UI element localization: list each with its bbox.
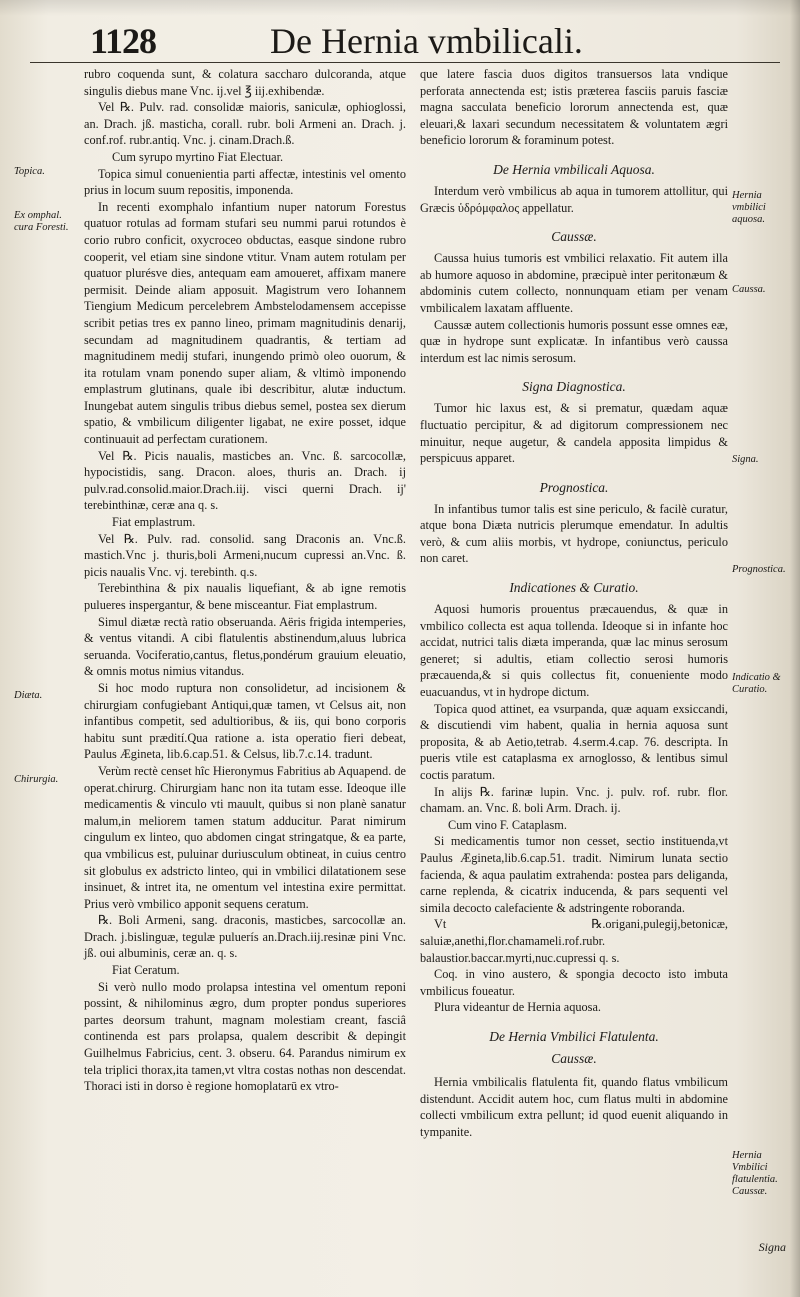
paragraph: Cum syrupo myrtino Fiat Electuar.: [112, 149, 284, 164]
paragraph: Vel ℞. Pulv. rad. consolidæ maioris, saniculæ, ophioglossi, an. Drach. jß. masticha, corall. rubr. boli Armeni an. Drach. j. conf.rof. rubr.antiq. Vnc. j. cinam.Drach.ß.: [84, 100, 406, 148]
paragraph: Hernia vmbilicalis flatulenta fit, quando flatus vmbilicum distendunt. Accidit autem hoc, cum flatus multi in abdomine collecti vmbilicum extra pellunt; id quod euenit aliquando in tympanite.: [420, 1074, 728, 1139]
section-heading: Indicationes & Curatio.: [509, 580, 639, 596]
paragraph: Aquosi humoris prouentus præcauendus, & quæ in vmbilico collecta est aqua tollenda. Ideoque si in infante hoc accidat, nutrici talis diæta imperanda, quæ lac minus serosum generet; si adultis, etiam collectio serosi humoris præcauenda,& si quis collectus fit, conueniente modo euacuandus, vt in hydrope dictum.: [420, 602, 728, 700]
paragraph: Vel ℞. Pulv. rad. consolid. sang Draconis an. Vnc.ß. mastich.Vnc j. thuris,boli Armeni,nucum cupressi an.Vnc. ß. picis naualis Vnc. vj. terebinth. q.s.: [84, 531, 406, 579]
left-text-column: [84, 66, 406, 1095]
paragraph: Plura videantur de Hernia aquosa.: [434, 1000, 601, 1015]
paragraph: Si medicamentis tumor non cesset, sectio instituenda,vt Paulus Ægineta,lib.6.cap.51. tradit. Nimirum lunata sectio facienda, & aqua paulatim extrahenda: postea pars deliganda, carne replenda, & cicatrix inducenda, & pars sequenti vel simila decocto calefaciente & adstringente roboranda.: [420, 834, 728, 915]
paragraph: In alijs ℞. farinæ lupin. Vnc. j. pulv. rof. rubr. flor. chamam. an. Vnc. ß. boli Arm. Drach. ij.: [420, 784, 728, 816]
paragraph: Si hoc modo ruptura non consolidetur, ad incisionem & chirurgiam confugiebant Antiqui,quæ tamen, vt Celsus ait, non infantibus competit, sed adultioribus, & iis, qui bono corporis habitu sunt prædití.Qua ratione a. ista operatio fieri debeat, Paulus Ægineta, lib.6.cap.51. & Celsus, lib.7.c.14. tradunt.: [84, 680, 406, 762]
page-edge-shadow: [790, 0, 800, 1297]
paragraph: Verùm rectè censet hîc Hieronymus Fabritius ab Aquapend. de operat.chirurg. Chirurgiam hanc non ita tutam esse. Ideoque ille medicamentis & vinculo vti mauult, quibus si non planè sanatur malum,in meliorem tamen statum adducitur. Parat nimirum cingulum ex linteo, quo abdomen cingat stringatque, & ea parte, qua vmbilicus est, puluinar duriusculum obtineat, in cuius centro sit globulus ex adstricto linteo, qui in vmbilici dilatationem sese insinuet, & intret ita, ne omentum vel intestina exire permittat. Prius verò vmbilico apponit sequens ceratum.: [84, 763, 406, 911]
margin-note-flatulenta: Hernia Vmbilici flatulentia. Caussæ.: [732, 1150, 778, 1197]
running-head: De Hernia vmbilicali.: [270, 21, 583, 61]
section-heading: Prognostica.: [539, 479, 609, 495]
margin-note-indicatio: Indicatio & Curatio.: [732, 672, 781, 695]
margin-note-hernia-aquosa: Hernia vmbilici aquosa.: [732, 190, 766, 225]
header-rule: [30, 62, 780, 63]
page-number: 1128: [90, 21, 157, 61]
margin-note-signa: Signa.: [732, 454, 759, 465]
paragraph: que latere fascia duos digitos transuersos lata vndique perforata annectenda est; istis præterea fasciis paruis fasciæ magna sacculata beneficio lororum annectenda est, quæ eleuari,& laxari secundum necessitatem & voluntatem ægri beneficio lororum & foraminum potest.: [420, 67, 728, 148]
section-heading: De Hernia Vmbilici Flatulenta.: [489, 1028, 659, 1044]
margin-note-chirurgia: Chirurgia.: [14, 774, 59, 785]
section-heading: De Hernia vmbilicali Aquosa.: [493, 161, 655, 177]
paragraph: Fiat emplastrum.: [112, 515, 196, 530]
paragraph: Vt ℞.origani,pulegij,betonicæ, saluiæ,anethi,flor.chamameli.rof.rubr. balaustior.baccar.myrti,nuc.cupressi q. s.: [420, 917, 728, 965]
right-text-column: [420, 66, 728, 1140]
paragraph: Fiat Ceratum.: [112, 963, 180, 978]
paragraph: In infantibus tumor talis est sine periculo, & facilè curatur, atque bona Diæta nutricis plerumque emendatur. In adultis verò, & cum aliis morbis, vt hydrope, coniunctus, periculo non caret.: [420, 501, 728, 566]
paragraph: Interdum verò vmbilicus ab aqua in tumorem attollitur, qui Græcis ὑδρόμφαλος appellatur.: [420, 183, 728, 215]
margin-note-prognostica: Prognostica.: [732, 564, 786, 575]
section-subheading: Caussæ.: [551, 1050, 597, 1066]
page-header: [30, 12, 780, 60]
column-gutter: [408, 66, 409, 1246]
margin-note-topica: Topica.: [14, 166, 45, 177]
paragraph: In recenti exomphalo infantium nuper natorum Forestus quatuor rotulas ad formam stufari seu nummi parui rotundos è corio rubro conficit, oxycroceo obductas, easque sindone rubro cooperit, vel etiam sine sindone vtitur. Vnam autem rotulam per quatuor plurésve dies, antequam eam amoueret, affixam manere permisit. Deinde aliam apposuit. Magistrum vero Iohannem Tiengium Medicum percelebrem Ambstelodamensem accepisse scribit petias tres ex panno lineo, primam magnitudinis denarij, secundam ad magnitudinem quadrantis, & tertiam ad magnitudinem medij stufari, inungendo primò oleo ouorum, & ita rotulam vnam ponendo super aliam, & vltimò imponendo emplastrum glutinans, quale ibi describitur, alutæ inductum. Inungebat autem singulis tribus diebus semel, postea sex dierum spatio, & vmbilicum diligenter ligabat, ne exire posset, idque continuauit ad perfectam curationem.: [84, 199, 406, 447]
paragraph: ℞. Boli Armeni, sang. draconis, masticbes, sarcocollæ an. Drach. j.bislinguæ, tegulæ puluerís an.Drach.iij.resinæ pini Vnc. jß. oui albuminis, ceræ an. q. s.: [84, 913, 406, 961]
paragraph: Coq. in vino austero, & spongia decocto isto imbuta vmbilicus foueatur.: [420, 967, 728, 998]
paragraph: Caussa huius tumoris est vmbilici relaxatio. Fit autem illa ab humore aquoso in abdomine, præcipuè inter peritonæum & abdominis cutem collecto, nonnunquam etiam per venam vmbilicalem laxatam affluente.: [420, 251, 728, 315]
catchword: Signa: [758, 1240, 786, 1254]
paragraph: Tumor hic laxus est, & si prematur, quædam aquæ fluctuatio percipitur, & ad digitorum compressionem nec minuitur, neque augetur, & candela apposita limpidus & perspicuus apparet.: [420, 401, 728, 466]
margin-note-diaeta: Diæta.: [14, 690, 43, 701]
paragraph: Topica simul conuenientia parti affectæ, intestinis vel omento prius in locum suum repositis, imponenda.: [84, 166, 406, 198]
paragraph: Caussæ autem collectionis humoris possunt esse omnes eæ, quæ in hydrope sunt explicatæ. In infantibus verò caussa interdum est lac nimis serosum.: [420, 317, 728, 365]
paragraph: Cum vino F. Cataplasm.: [448, 817, 567, 832]
paragraph: Vel ℞. Picis naualis, masticbes an. Vnc. ß. sarcocollæ, hypocistidis, sang. Dracon. aloes, thuris an. Drach. ij pulv.rad.consolid.maior.Drach.iij. visci querni Drach. ij' terebinthinæ, ceræ ana q. s.: [84, 448, 406, 513]
paragraph: Si verò nullo modo prolapsa intestina vel omentum reponi possint, & nihilominus ægro, dum propter pondus superiores partes deorsum trahunt, magnam molestiam creant, fasciâ continenda est pars prolapsa, qualem describit & depingit Guilhelmus Fabricius, cent. 3. obseru. 64. Parandus nimirum ex tela triplici thorax,ita tamen,vt vltra costas nothas non descendat. Thoraci isti in dorso è regione homoplatarū ex vtro-: [84, 979, 406, 1094]
margin-note-foresti: Ex omphal. cura Foresti.: [14, 210, 69, 233]
section-heading: Signa Diagnostica.: [522, 379, 626, 395]
margin-note-caussa: Caussa.: [732, 284, 766, 295]
paragraph: Simul diætæ rectà ratio obseruanda. Aëris frigida intemperies, & ventus vitandi. A cibi flatulentis abstinendum,aluus lubrica seruanda. Vociferatio,cantus, fletus,pondérum grauium eleuatio, & omnis motus nimius vitandus.: [84, 614, 406, 679]
paragraph: Terebinthina & pix naualis liquefiant, & ab igne remotis pulueres inspergantur, & bene misceantur. Fiat emplastrum.: [84, 581, 406, 612]
paragraph: Topica quod attinet, ea vsurpanda, quæ aquam exsiccandi, & discutiendi vim habent, qualia in hernia aquosa sunt proposita, & ab Aetio,tetrab. 4.serm.4.cap. 76. descripta. In pueris vtile est cataplasma ex arnoglosso, & lentibus simul coctis paratum.: [420, 701, 728, 782]
section-heading: Caussæ.: [551, 229, 597, 245]
paragraph: rubro coquenda sunt, & colatura saccharo dulcoranda, atque singulis diebus mane Vnc. ij.vel ℥ iij.exhibendæ.: [84, 67, 406, 98]
